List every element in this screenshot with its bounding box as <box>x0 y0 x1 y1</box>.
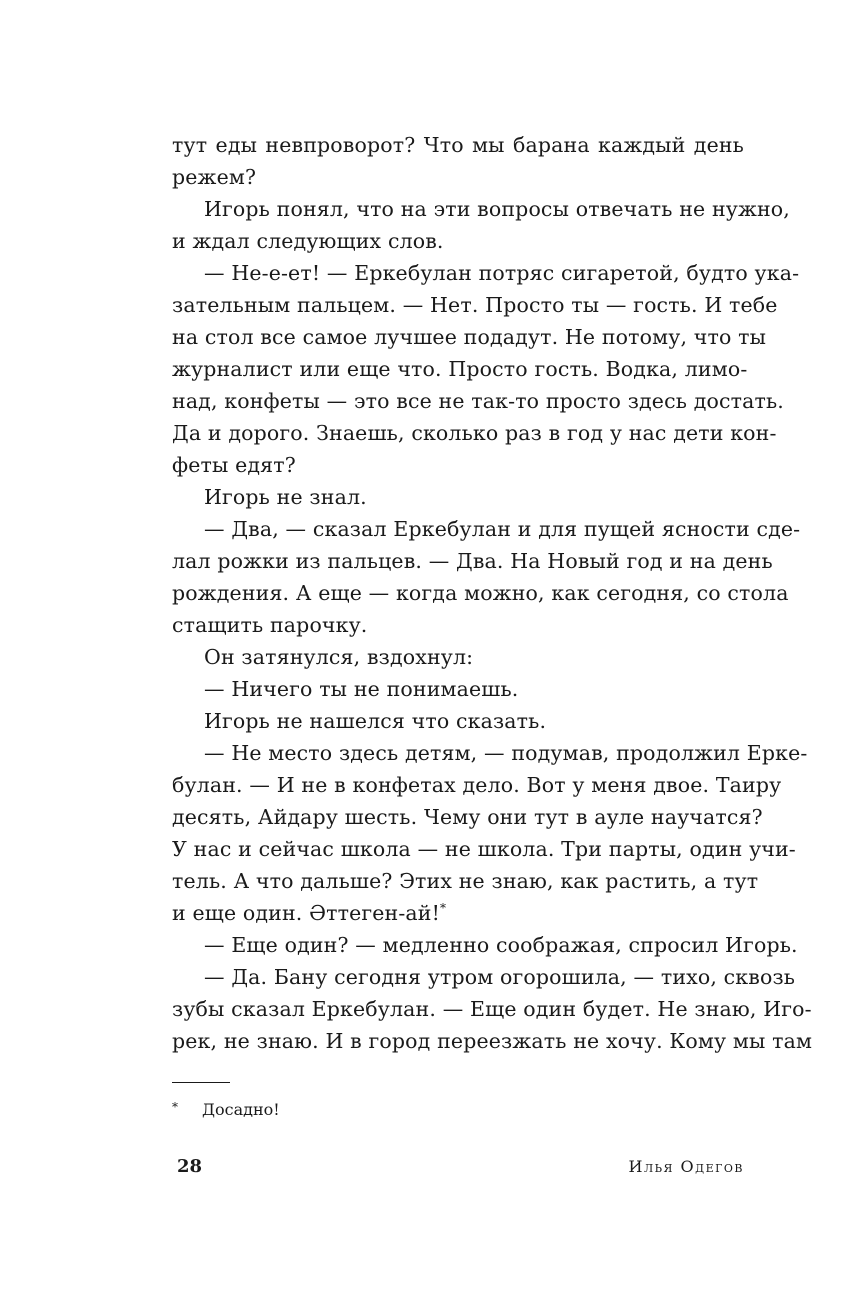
text-line: У нас и сейчас школа — не школа. Три парты, один учи- <box>172 837 796 861</box>
text-line: — Да. Бану сегодня утром огорошила, — тихо, сквозь <box>204 965 796 989</box>
text-line: лал рожки из пальцев. — Два. На Новый год и на день <box>172 549 773 573</box>
text-line: Он затянулся, вздохнул: <box>204 645 474 669</box>
text-line: режем? <box>172 165 257 189</box>
text-line: Да и дорого. Знаешь, сколько раз в год у нас дети кон- <box>172 421 777 445</box>
text-line: рек, не знаю. И в город переезжать не хочу. Кому мы там <box>172 1029 813 1053</box>
text-line: Игорь не знал. <box>204 485 367 509</box>
text-line: булан. — И не в конфетах дело. Вот у меня двое. Таиру <box>172 773 782 797</box>
page-number: 28 <box>177 1156 203 1177</box>
text-line: тель. А что дальше? Этих не знаю, как растить, а тут <box>172 869 759 893</box>
text-line: — Еще один? — медленно соображая, спросил Игорь. <box>204 933 798 957</box>
footnote <box>172 1098 280 1122</box>
text-line: зательным пальцем. — Нет. Просто ты — гость. И тебе <box>172 293 778 317</box>
footnote-reference: * <box>440 901 447 916</box>
footnote-divider <box>172 1082 230 1083</box>
text-line: зубы сказал Еркебулан. — Еще один будет. Не знаю, Иго- <box>172 997 812 1021</box>
text-line: — Ничего ты не понимаешь. <box>204 677 519 701</box>
text-line: Игорь понял, что на эти вопросы отвечать не нужно, <box>204 197 790 221</box>
footnote-text: Досадно! <box>202 1100 280 1119</box>
footnote-marker: * <box>172 1100 178 1114</box>
text-line: — Не-е-ет! — Еркебулан потряс сигаретой, будто ука- <box>204 261 800 285</box>
text-line: рождения. А еще — когда можно, как сегодня, со стола <box>172 581 789 605</box>
text-line: — Два, — сказал Еркебулан и для пущей ясности сде- <box>204 517 801 541</box>
text-line: и ждал следующих слов. <box>172 229 444 253</box>
running-footer-author: Илья Одегов <box>628 1157 744 1176</box>
text-line: десять, Айдару шесть. Чему они тут в ауле научатся? <box>172 805 763 829</box>
text-line-with-footnote <box>172 897 744 929</box>
text-line: на стол все самое лучшее подадут. Не потому, что ты <box>172 325 767 349</box>
text-line: над, конфеты — это все не так-то просто здесь достать. <box>172 389 784 413</box>
text-line: стащить парочку. <box>172 613 368 637</box>
text-line: Игорь не нашелся что сказать. <box>204 709 547 733</box>
text-line: феты едят? <box>172 453 296 477</box>
text-line: и еще один. Әттеген-ай! <box>172 901 440 925</box>
text-line: — Не место здесь детям, — подумав, продолжил Ерке- <box>204 741 808 765</box>
text-line: тут еды невпроворот? Что мы барана каждый день <box>172 133 744 157</box>
text-line: журналист или еще что. Просто гость. Водка, лимо- <box>172 357 748 381</box>
